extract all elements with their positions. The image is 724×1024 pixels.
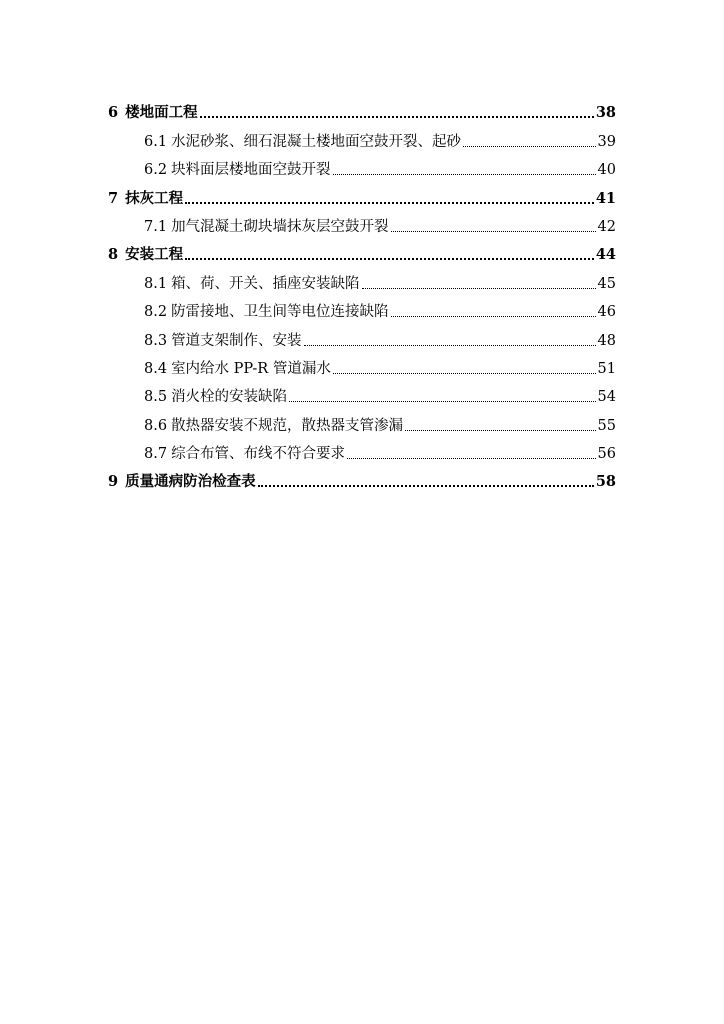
dot-leader <box>391 231 596 232</box>
toc-entry-number: 8.4 <box>144 360 168 377</box>
toc-entry-title: 综合布管、布线不符合要求 <box>171 446 346 463</box>
toc-entry-page: 58 <box>595 473 616 491</box>
dot-leader <box>362 288 596 289</box>
toc-entry[interactable] <box>108 264 616 292</box>
toc-entry-page: 51 <box>597 360 616 377</box>
toc-entry-page: 39 <box>597 133 616 150</box>
dot-leader <box>304 345 596 346</box>
toc-entry[interactable] <box>108 406 616 434</box>
toc-entry[interactable] <box>108 350 616 378</box>
toc-entry[interactable] <box>108 236 616 264</box>
toc-entry-title: 室内给水 PP-R 管道漏水 <box>171 360 331 377</box>
dot-leader <box>200 116 594 118</box>
toc-entry-title: 楼地面工程 <box>125 104 198 122</box>
dot-leader <box>185 258 594 260</box>
toc-entry-title: 水泥砂浆、细石混凝土楼地面空鼓开裂、起砂 <box>171 133 462 150</box>
toc-entry-page: 45 <box>597 275 616 292</box>
toc-entry[interactable] <box>108 378 616 406</box>
toc-entry-title: 散热器安装不规范，散热器支管渗漏 <box>171 417 404 434</box>
table-of-contents <box>108 94 616 491</box>
dot-leader <box>463 146 595 147</box>
dot-leader <box>289 401 595 402</box>
dot-leader <box>333 174 596 175</box>
toc-entry-page: 48 <box>597 332 616 349</box>
toc-entry-title: 抹灰工程 <box>125 189 184 207</box>
toc-entry-number: 8 <box>108 246 119 264</box>
toc-entry-page: 56 <box>597 446 616 463</box>
toc-entry-title: 消火栓的安装缺陷 <box>171 389 288 406</box>
toc-entry-number: 8.7 <box>144 446 168 463</box>
toc-entry-page: 38 <box>595 104 616 122</box>
toc-entry-title: 质量通病防治检查表 <box>125 473 256 491</box>
dot-leader <box>347 458 595 459</box>
toc-entry-number: 8.2 <box>144 304 168 321</box>
toc-entry-title: 加气混凝土砌块墙抹灰层空鼓开裂 <box>171 218 389 235</box>
toc-entry-number: 6.2 <box>144 162 168 179</box>
toc-entry-page: 41 <box>595 189 616 207</box>
toc-entry[interactable] <box>108 179 616 207</box>
toc-entry-title: 安装工程 <box>125 246 184 264</box>
toc-entry-title: 防雷接地、卫生间等电位连接缺陷 <box>171 304 389 321</box>
toc-entry-page: 46 <box>597 304 616 321</box>
toc-entry[interactable] <box>108 321 616 349</box>
dot-leader <box>405 430 595 431</box>
toc-entry-page: 40 <box>597 162 616 179</box>
toc-entry-title: 管道支架制作、安装 <box>171 332 302 349</box>
toc-entry-number: 8.6 <box>144 417 168 434</box>
dot-leader <box>391 316 596 317</box>
toc-entry[interactable] <box>108 151 616 179</box>
toc-entry[interactable] <box>108 208 616 236</box>
toc-entry-number: 9 <box>108 473 119 491</box>
toc-entry-page: 42 <box>597 218 616 235</box>
toc-entry-number: 6.1 <box>144 133 168 150</box>
toc-entry-number: 7.1 <box>144 218 168 235</box>
toc-entry-number: 6 <box>108 104 119 122</box>
toc-entry-number: 8.1 <box>144 275 168 292</box>
dot-leader <box>333 373 596 374</box>
toc-entry[interactable] <box>108 435 616 463</box>
toc-entry[interactable] <box>108 94 616 122</box>
dot-leader <box>258 485 594 487</box>
toc-entry-title: 块料面层楼地面空鼓开裂 <box>171 162 331 179</box>
toc-entry[interactable] <box>108 293 616 321</box>
toc-entry-title: 箱、荷、开关、插座安装缺陷 <box>171 275 360 292</box>
toc-entry-number: 7 <box>108 189 119 207</box>
toc-entry-number: 8.3 <box>144 332 168 349</box>
toc-entry[interactable] <box>108 122 616 150</box>
toc-entry[interactable] <box>108 463 616 491</box>
toc-entry-page: 54 <box>597 389 616 406</box>
toc-entry-page: 55 <box>597 417 616 434</box>
dot-leader <box>185 202 594 204</box>
toc-entry-number: 8.5 <box>144 389 168 406</box>
toc-entry-page: 44 <box>595 246 616 264</box>
